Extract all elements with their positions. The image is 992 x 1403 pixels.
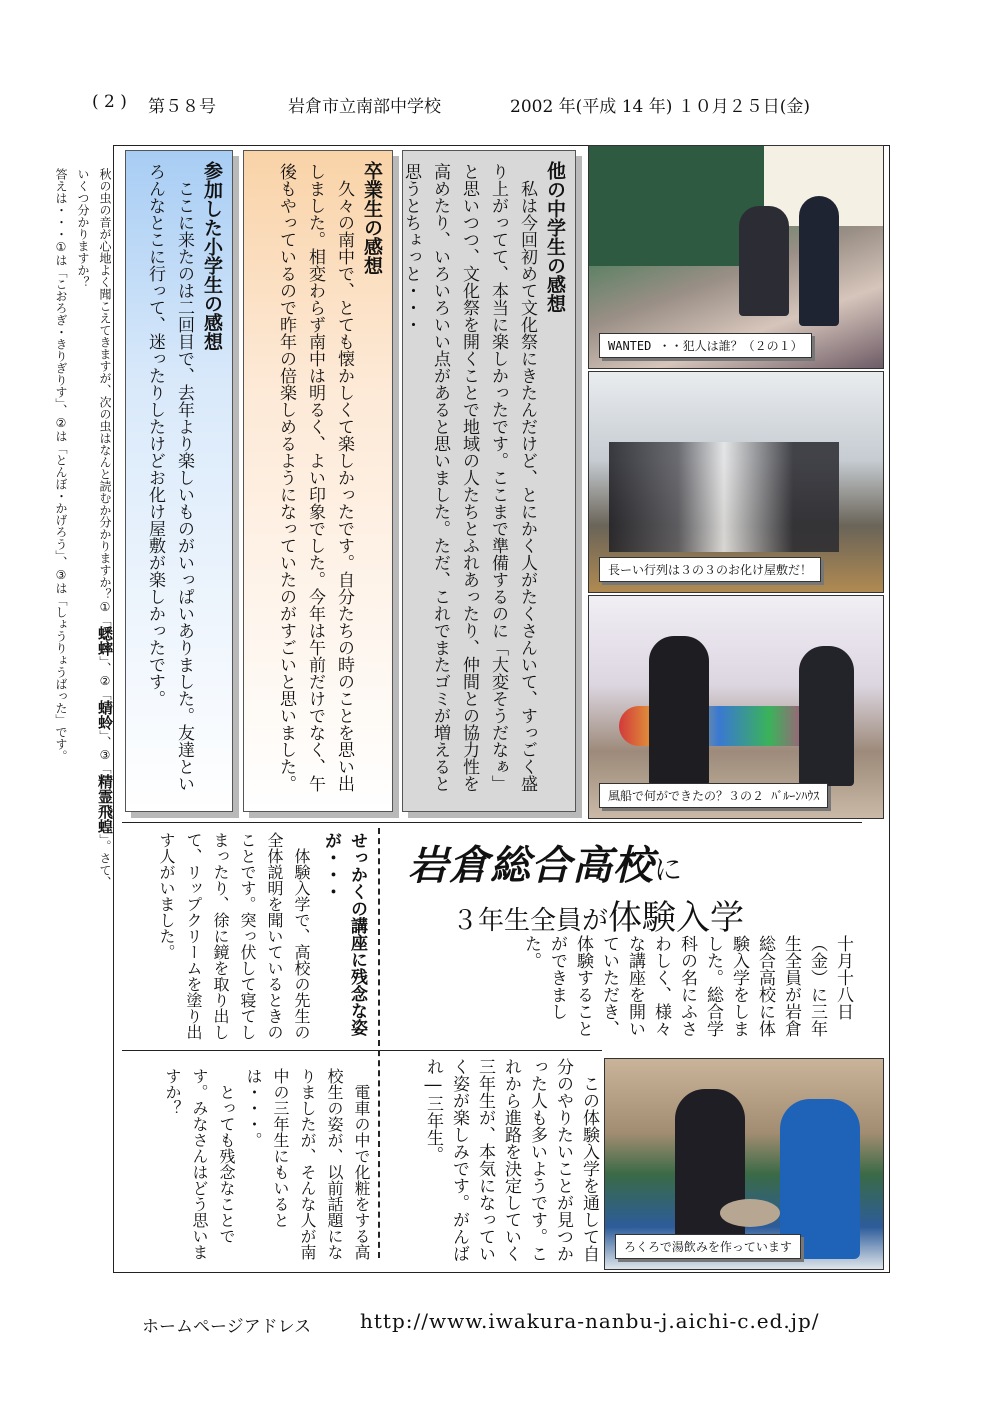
photo-pottery-caption: ろくろで湯飲みを作っています [615, 1234, 801, 1259]
issue-date: 2002 年(平成 14 年) １０月２５日(金) [510, 97, 811, 117]
sidebar-story-body-bottom: 電車の中で化粧をする高校生の姿が、以前話題になりましたが、そんな人が南中の三年生にもいるとは・・・。 とっても残念なことです。みなさんはどう思いますか？ [163, 1068, 371, 1260]
quiz-answers: 答えは・・・①は「こおろぎ・きりぎりす」、②は「とんぼ・かげろう」、③は「しょうりょうばった」です。 [54, 168, 68, 762]
sidebar-story-title: せっかくの講座に残念な姿が・・・ [321, 832, 367, 1036]
other-students-title: 他の中学生の感想 [544, 161, 566, 313]
photo-wanted-caption: WANTED ・・犯人は誰？（２の１） [599, 333, 812, 358]
graduates-title: 卒業生の感想 [361, 161, 383, 275]
subheadline-b: 体験入学 [608, 898, 745, 938]
quiz-question-start: 秋の虫の音が心地よく聞こえてきますが、次の虫はなんと読むか分かりますか？①「 [98, 168, 112, 626]
footer-label: ホームページアドレス [142, 1317, 312, 1337]
subheadline-a: ３年生全員が [452, 906, 609, 936]
quiz-kanji-2: 蜻蛉 [96, 700, 114, 730]
photo-balloons-caption: 風船で何ができたの？３の２ ﾊﾞﾙｰﾝﾊｳｽ [599, 783, 828, 808]
photo-queue-caption: 長ーい行列は３の３のお化け屋敷だ！ [599, 557, 821, 582]
insect-quiz [72, 168, 116, 898]
quiz-sep-1: 」、②「 [98, 656, 112, 700]
subheadline [452, 890, 744, 939]
headline [408, 834, 683, 891]
headline-school: 岩倉総合高校 [408, 843, 654, 889]
quiz-kanji-1: 蟋蟀 [96, 626, 114, 656]
graduates-box [243, 150, 393, 812]
elementary-text: ここに来たのは二回目で、去年より楽しいものがいっぱいありました。友達といろんなとこに行って、迷ったりしたけどお化け屋敷が楽しかったです。 [145, 163, 194, 792]
issue-page-number: ( 2 ) [92, 92, 127, 112]
elementary-title: 参加した小学生の感想 [201, 161, 223, 351]
quiz-sep-2: 」、③「 [98, 730, 112, 774]
quiz-kanji-3: 精霊飛蝗 [96, 774, 114, 834]
section-divider [122, 822, 862, 823]
dashed-divider [378, 828, 380, 1258]
photo-balloons [588, 595, 884, 819]
photo-pottery [604, 1058, 884, 1270]
headline-particle: に [654, 853, 684, 886]
homepage-url-link[interactable]: http://www.iwakura-nanbu-j.aichi-c.ed.jp/ [360, 1309, 820, 1333]
graduates-text: 久々の南中で、とても懐かしくて楽しかったです。自分たちの時のことを思い出しました。相変わらず南中は明るく、よい印象でした。今年は午前だけでなく、午後もやっているので昨年の倍楽しめるようになっていたのがすごいと思いました。 [276, 163, 354, 792]
article-paragraph-2: この体験入学を通して自分のやりたいことが見つかった人も多いようです。これから進路を決定していく三年生が、本気になっていく姿が楽しみです。がんばれ―三年生。 [423, 1058, 599, 1262]
photo-wanted [588, 145, 884, 369]
photo-queue [588, 371, 884, 593]
school-name: 岩倉市立南部中学校 [288, 97, 441, 117]
sidebar-divider [122, 1050, 372, 1051]
issue-number: 第５８号 [148, 97, 216, 117]
other-students-box [402, 150, 576, 812]
other-students-text: 私は今回初めて文化祭にきたんだけど、とにかく人がたくさんいて、すっごく盛り上がってて、本当に楽しかったです。ここまで準備するのに「大変そうだなぁ」と思いつつ、文化祭を開くことで地域の人たちとふれあったり、仲間との協力性を高めたり、いろいろいい点があると思いました。ただ、これでまたゴミが増えると思うとちょっと・・・ [401, 163, 537, 792]
elementary-box [125, 150, 233, 812]
quiz-question-end: 」。さて、いくつ分かりますか？ [76, 168, 112, 888]
sidebar-story-body-top: 体験入学で、高校の先生の全体説明を聞いているときのことです。突っ伏して寝てしまったり、徐に鏡を取り出して、リップクリームを塗り出す人がいました。 [157, 832, 311, 1040]
article-paragraph-1: 十月十八日（金）に三年生全員が岩倉総合高校に体験入学をしました。総合学科の名にふさわしく、様々な講座を開いていただき、体験することができました。 [521, 935, 853, 1037]
